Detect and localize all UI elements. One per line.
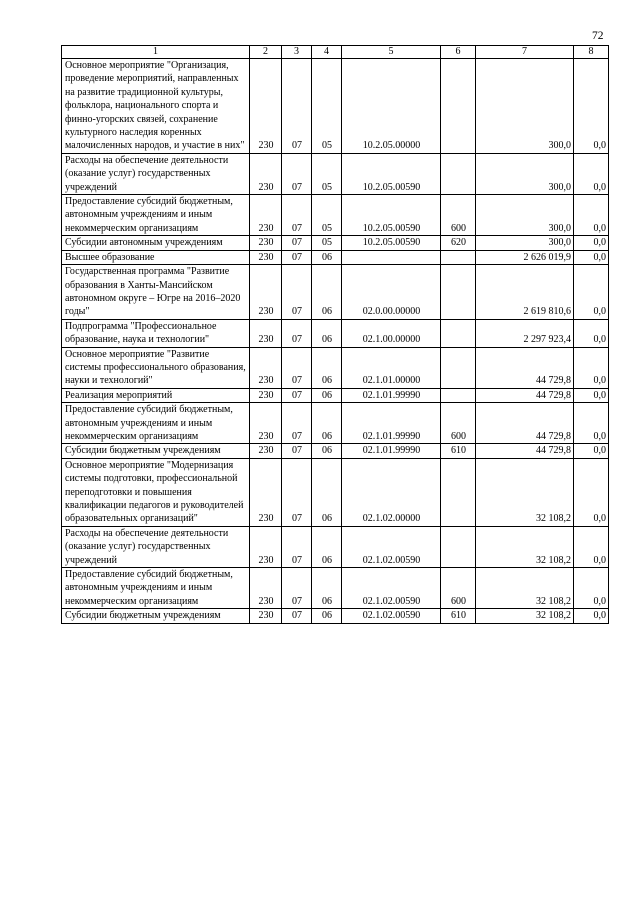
cell-ministry-code: 230 — [250, 153, 282, 194]
cell-target-item: 10.2.05.00590 — [342, 195, 441, 236]
cell-amount: 2 626 019,9 — [476, 250, 574, 264]
cell-amount: 44 729,8 — [476, 347, 574, 388]
cell-ministry-code: 230 — [250, 568, 282, 609]
cell-amount: 32 108,2 — [476, 609, 574, 623]
cell-name: Основное мероприятие "Развитие системы профессионального образования, науки и технологий" — [62, 347, 250, 388]
cell-subsection: 06 — [312, 444, 342, 458]
table-row — [62, 250, 609, 264]
table-row — [62, 347, 609, 388]
cell-section: 07 — [282, 195, 312, 236]
cell-section: 07 — [282, 236, 312, 250]
cell-subsection: 06 — [312, 458, 342, 526]
cell-expense-type: 610 — [441, 444, 476, 458]
cell-subsection: 06 — [312, 526, 342, 567]
cell-subsection: 05 — [312, 153, 342, 194]
column-header: 5 — [342, 46, 441, 59]
cell-amount: 2 297 923,4 — [476, 319, 574, 347]
table-row — [62, 195, 609, 236]
cell-subsection: 06 — [312, 347, 342, 388]
column-header: 2 — [250, 46, 282, 59]
cell-ministry-code: 230 — [250, 250, 282, 264]
table-row — [62, 236, 609, 250]
cell-section: 07 — [282, 609, 312, 623]
cell-section: 07 — [282, 347, 312, 388]
cell-amount-extra: 0,0 — [574, 347, 609, 388]
cell-amount: 32 108,2 — [476, 568, 574, 609]
cell-subsection: 05 — [312, 195, 342, 236]
cell-expense-type: 600 — [441, 195, 476, 236]
column-header: 6 — [441, 46, 476, 59]
cell-ministry-code: 230 — [250, 444, 282, 458]
budget-table — [61, 45, 609, 624]
cell-expense-type — [441, 153, 476, 194]
cell-amount-extra: 0,0 — [574, 195, 609, 236]
cell-name: Предоставление субсидий бюджетным, автономным учреждениям и иным некоммерческим организациям — [62, 568, 250, 609]
cell-amount-extra: 0,0 — [574, 59, 609, 154]
cell-name: Расходы на обеспечение деятельности (оказание услуг) государственных учреждений — [62, 526, 250, 567]
cell-subsection: 06 — [312, 568, 342, 609]
table-row — [62, 388, 609, 402]
cell-amount: 300,0 — [476, 236, 574, 250]
cell-amount-extra: 0,0 — [574, 236, 609, 250]
cell-amount-extra: 0,0 — [574, 444, 609, 458]
cell-subsection: 05 — [312, 59, 342, 154]
column-header: 3 — [282, 46, 312, 59]
cell-name: Предоставление субсидий бюджетным, автономным учреждениям и иным некоммерческим организациям — [62, 195, 250, 236]
cell-expense-type — [441, 59, 476, 154]
cell-expense-type — [441, 388, 476, 402]
cell-subsection: 06 — [312, 403, 342, 444]
cell-target-item — [342, 250, 441, 264]
cell-section: 07 — [282, 319, 312, 347]
cell-section: 07 — [282, 265, 312, 320]
cell-expense-type — [441, 526, 476, 567]
cell-ministry-code: 230 — [250, 195, 282, 236]
cell-amount-extra: 0,0 — [574, 319, 609, 347]
cell-ministry-code: 230 — [250, 388, 282, 402]
cell-ministry-code: 230 — [250, 458, 282, 526]
cell-name: Субсидии бюджетным учреждениям — [62, 444, 250, 458]
cell-amount: 300,0 — [476, 153, 574, 194]
cell-section: 07 — [282, 403, 312, 444]
cell-name: Субсидии бюджетным учреждениям — [62, 609, 250, 623]
table-body — [62, 59, 609, 624]
cell-target-item: 02.0.00.00000 — [342, 265, 441, 320]
cell-subsection: 06 — [312, 250, 342, 264]
cell-amount: 44 729,8 — [476, 388, 574, 402]
cell-expense-type: 600 — [441, 403, 476, 444]
cell-subsection: 06 — [312, 265, 342, 320]
cell-expense-type — [441, 458, 476, 526]
cell-target-item: 10.2.05.00590 — [342, 153, 441, 194]
cell-name: Высшее образование — [62, 250, 250, 264]
cell-target-item: 02.1.01.99990 — [342, 388, 441, 402]
cell-name: Государственная программа "Развитие образования в Ханты-Мансийском автономном округе – Югре на 2016–2020 годы" — [62, 265, 250, 320]
cell-expense-type: 600 — [441, 568, 476, 609]
table-header-row — [62, 46, 609, 59]
cell-target-item: 10.2.05.00590 — [342, 236, 441, 250]
cell-ministry-code: 230 — [250, 265, 282, 320]
cell-ministry-code: 230 — [250, 403, 282, 444]
cell-amount-extra: 0,0 — [574, 388, 609, 402]
cell-section: 07 — [282, 59, 312, 154]
cell-section: 07 — [282, 388, 312, 402]
cell-name: Реализация мероприятий — [62, 388, 250, 402]
cell-name: Основное мероприятие "Организация, проведение мероприятий, направленных на развитие традиционной культуры, фольклора, национального спорта и финно-угорских связей, сохранение культурного наследия коренных малочисленных народов, и участие в них" — [62, 59, 250, 154]
column-header: 7 — [476, 46, 574, 59]
cell-amount-extra: 0,0 — [574, 250, 609, 264]
cell-target-item: 02.1.01.99990 — [342, 403, 441, 444]
cell-subsection: 05 — [312, 236, 342, 250]
cell-amount-extra: 0,0 — [574, 458, 609, 526]
page-number: 72 — [592, 30, 604, 42]
cell-name: Основное мероприятие "Модернизация системы подготовки, профессиональной переподготовки и повышения квалификации педагогов и руководителей образовательных организаций" — [62, 458, 250, 526]
table-row — [62, 319, 609, 347]
cell-target-item: 10.2.05.00000 — [342, 59, 441, 154]
cell-target-item: 02.1.02.00590 — [342, 568, 441, 609]
column-header: 4 — [312, 46, 342, 59]
cell-subsection: 06 — [312, 388, 342, 402]
table-row — [62, 609, 609, 623]
cell-expense-type — [441, 265, 476, 320]
cell-expense-type: 620 — [441, 236, 476, 250]
cell-ministry-code: 230 — [250, 609, 282, 623]
cell-amount: 44 729,8 — [476, 403, 574, 444]
table-row — [62, 403, 609, 444]
cell-amount: 32 108,2 — [476, 526, 574, 567]
cell-ministry-code: 230 — [250, 236, 282, 250]
cell-section: 07 — [282, 444, 312, 458]
cell-amount-extra: 0,0 — [574, 153, 609, 194]
cell-section: 07 — [282, 250, 312, 264]
cell-ministry-code: 230 — [250, 347, 282, 388]
cell-section: 07 — [282, 568, 312, 609]
cell-subsection: 06 — [312, 609, 342, 623]
cell-ministry-code: 230 — [250, 59, 282, 154]
cell-target-item: 02.1.01.99990 — [342, 444, 441, 458]
cell-target-item: 02.1.00.00000 — [342, 319, 441, 347]
cell-amount-extra: 0,0 — [574, 609, 609, 623]
cell-expense-type — [441, 250, 476, 264]
cell-ministry-code: 230 — [250, 526, 282, 567]
cell-target-item: 02.1.02.00590 — [342, 526, 441, 567]
cell-amount: 300,0 — [476, 195, 574, 236]
table-row — [62, 444, 609, 458]
table-row — [62, 526, 609, 567]
cell-name: Подпрограмма "Профессиональное образование, наука и технологии" — [62, 319, 250, 347]
table-row — [62, 458, 609, 526]
table-row — [62, 153, 609, 194]
cell-amount-extra: 0,0 — [574, 526, 609, 567]
table-row — [62, 568, 609, 609]
column-header: 1 — [62, 46, 250, 59]
cell-section: 07 — [282, 153, 312, 194]
cell-name: Субсидии автономным учреждениям — [62, 236, 250, 250]
cell-amount-extra: 0,0 — [574, 403, 609, 444]
cell-amount-extra: 0,0 — [574, 568, 609, 609]
cell-section: 07 — [282, 526, 312, 567]
cell-expense-type — [441, 319, 476, 347]
cell-expense-type — [441, 347, 476, 388]
column-header: 8 — [574, 46, 609, 59]
cell-amount-extra: 0,0 — [574, 265, 609, 320]
cell-expense-type: 610 — [441, 609, 476, 623]
cell-amount: 32 108,2 — [476, 458, 574, 526]
table-row — [62, 265, 609, 320]
cell-name: Расходы на обеспечение деятельности (оказание услуг) государственных учреждений — [62, 153, 250, 194]
cell-name: Предоставление субсидий бюджетным, автономным учреждениям и иным некоммерческим организациям — [62, 403, 250, 444]
cell-amount: 300,0 — [476, 59, 574, 154]
cell-amount: 2 619 810,6 — [476, 265, 574, 320]
cell-target-item: 02.1.02.00590 — [342, 609, 441, 623]
cell-subsection: 06 — [312, 319, 342, 347]
cell-ministry-code: 230 — [250, 319, 282, 347]
table-row — [62, 59, 609, 154]
cell-target-item: 02.1.01.00000 — [342, 347, 441, 388]
cell-amount: 44 729,8 — [476, 444, 574, 458]
cell-target-item: 02.1.02.00000 — [342, 458, 441, 526]
cell-section: 07 — [282, 458, 312, 526]
